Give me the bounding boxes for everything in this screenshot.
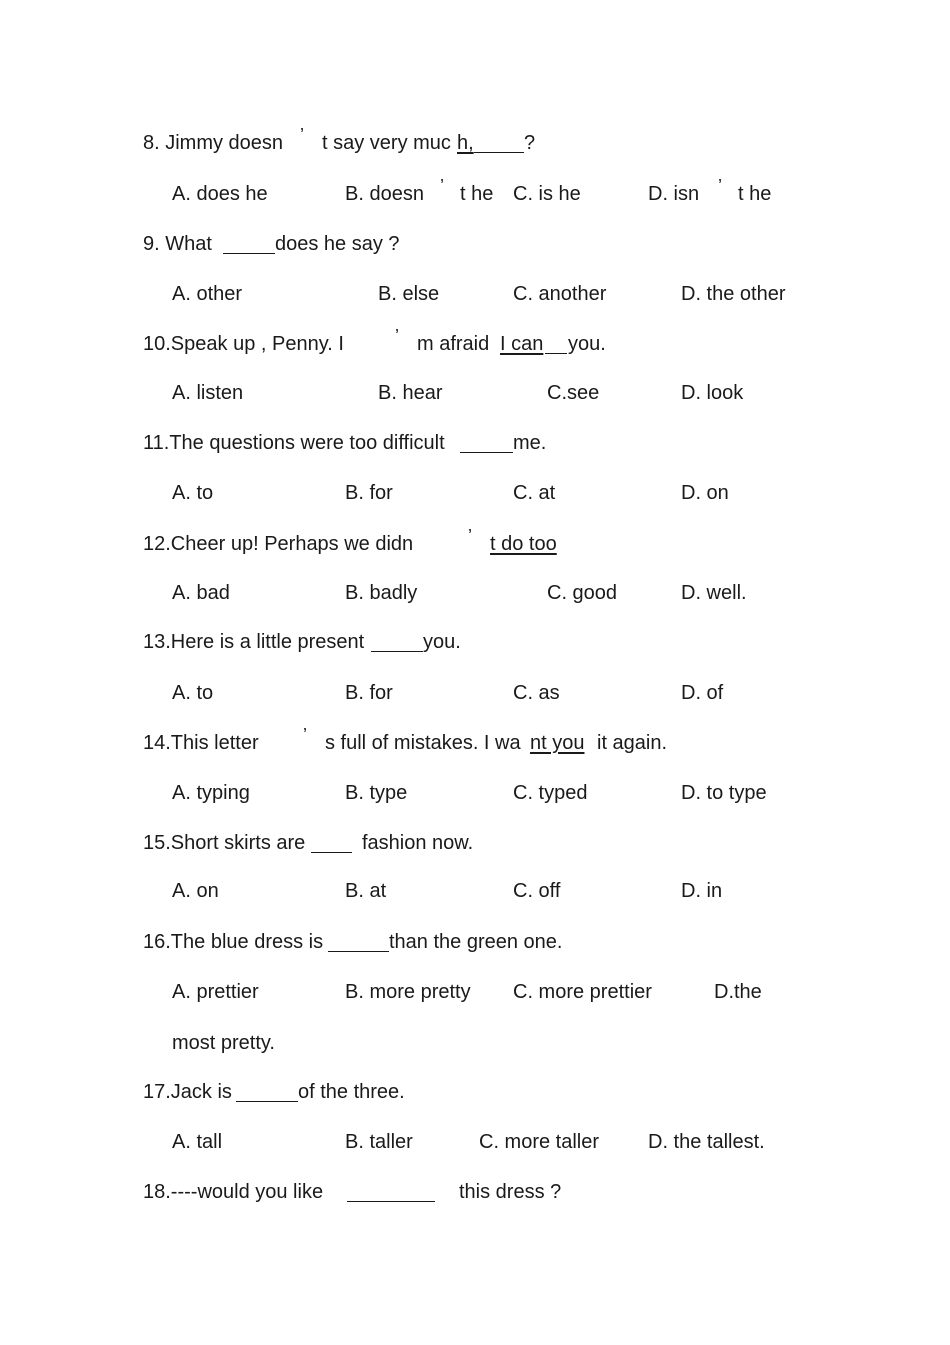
option-d: D. in [681, 880, 723, 902]
question-14-stem-middle: s full of mistakes. I wa [325, 732, 521, 754]
apostrophe: ’ [440, 176, 444, 196]
answer-blank [347, 1201, 435, 1202]
option-a: A. to [172, 482, 214, 504]
option-c: C.see [547, 382, 600, 404]
answer-blank [236, 1101, 298, 1102]
answer-blank [474, 152, 524, 153]
answer-blank [460, 452, 513, 453]
question-11-stem-end: me. [513, 432, 547, 454]
question-11-stem-start: 11.The questions were too difficult [143, 432, 445, 454]
question-10-stem-end: you. [568, 333, 606, 355]
apostrophe: ’ [468, 526, 472, 546]
question-15-stem-start: 15.Short skirts are [143, 832, 306, 854]
question-13-stem-start: 13.Here is a little present [143, 631, 365, 653]
option-a: A. to [172, 682, 214, 704]
question-10-stem-middle: m afraid [417, 333, 490, 355]
question-18-stem-end: this dress ? [459, 1181, 562, 1203]
option-a: A. does he [172, 183, 268, 205]
question-9-stem-start: 9. What [143, 233, 212, 255]
question-9-stem-end: does he say ? [275, 233, 400, 255]
option-a: A. other [172, 283, 243, 305]
answer-blank [311, 852, 352, 853]
question-16-stem-start: 16.The blue dress is [143, 931, 324, 953]
question-16-stem-end: than the green one. [389, 931, 563, 953]
question-14-stem-start: 14.This letter [143, 732, 259, 754]
option-a: A. bad [172, 582, 230, 604]
option-c: C. more prettier [513, 981, 652, 1003]
apostrophe: ’ [395, 326, 399, 346]
question-12-stem-underlined: t do too [490, 533, 557, 555]
option-b: B. for [345, 682, 393, 704]
question-15-stem-end: fashion now. [362, 832, 474, 854]
option-b: B. hear [378, 382, 443, 404]
option-a: A. typing [172, 782, 250, 804]
option-d: D. of [681, 682, 724, 704]
apostrophe: ’ [300, 125, 304, 145]
option-b: B. else [378, 283, 440, 305]
question-17-stem-start: 17.Jack is [143, 1081, 232, 1103]
option-a: A. tall [172, 1131, 223, 1153]
option-d: D. the tallest. [648, 1131, 765, 1153]
option-d: D. to type [681, 782, 767, 804]
answer-blank [328, 951, 389, 952]
option-c: C. more taller [479, 1131, 600, 1153]
question-14-stem-end: it again. [597, 732, 668, 754]
option-d-continued: most pretty. [172, 1032, 275, 1054]
option-d: D. on [681, 482, 729, 504]
option-c: C. typed [513, 782, 588, 804]
option-b: B. more pretty [345, 981, 471, 1003]
option-d: D. look [681, 382, 744, 404]
question-18-stem-start: 18.----would you like [143, 1181, 324, 1203]
answer-blank [223, 253, 275, 254]
apostrophe: ’ [303, 725, 307, 745]
option-b: B. for [345, 482, 393, 504]
apostrophe: ’ [718, 176, 722, 196]
option-b: B. at [345, 880, 387, 902]
option-a: A. prettier [172, 981, 259, 1003]
question-8-stem-start: 8. Jimmy doesn [143, 132, 284, 154]
question-10-stem-start: 10.Speak up , Penny. I [143, 333, 344, 355]
question-12-stem-start: 12.Cheer up! Perhaps we didn [143, 533, 414, 555]
question-8-stem-underlined: h, [457, 132, 474, 154]
option-c: C. as [513, 682, 560, 704]
option-a: A. on [172, 880, 219, 902]
answer-blank [371, 651, 423, 652]
option-d: D. the other [681, 283, 786, 305]
question-17-stem-end: of the three. [298, 1081, 405, 1103]
question-13-stem-end: you. [423, 631, 461, 653]
question-8-stem-middle: t say very muc [322, 132, 451, 154]
option-a: A. listen [172, 382, 244, 404]
option-b: B. badly [345, 582, 418, 604]
answer-blank [545, 353, 567, 354]
option-c: C. off [513, 880, 561, 902]
option-d: D.the [714, 981, 762, 1003]
option-b-end: t he [460, 183, 494, 205]
option-d: D. well. [681, 582, 747, 604]
option-b: B. type [345, 782, 408, 804]
question-14-stem-underlined: nt you [530, 732, 585, 754]
option-b: B. taller [345, 1131, 413, 1153]
question-8-stem-end: ? [524, 132, 536, 154]
question-10-stem-underlined: I can [500, 333, 544, 355]
option-c: C. good [547, 582, 618, 604]
option-d-end: t he [738, 183, 772, 205]
option-c: C. at [513, 482, 556, 504]
option-c: C. another [513, 283, 607, 305]
option-d: D. isn [648, 183, 700, 205]
option-c: C. is he [513, 183, 581, 205]
option-b: B. doesn [345, 183, 424, 205]
